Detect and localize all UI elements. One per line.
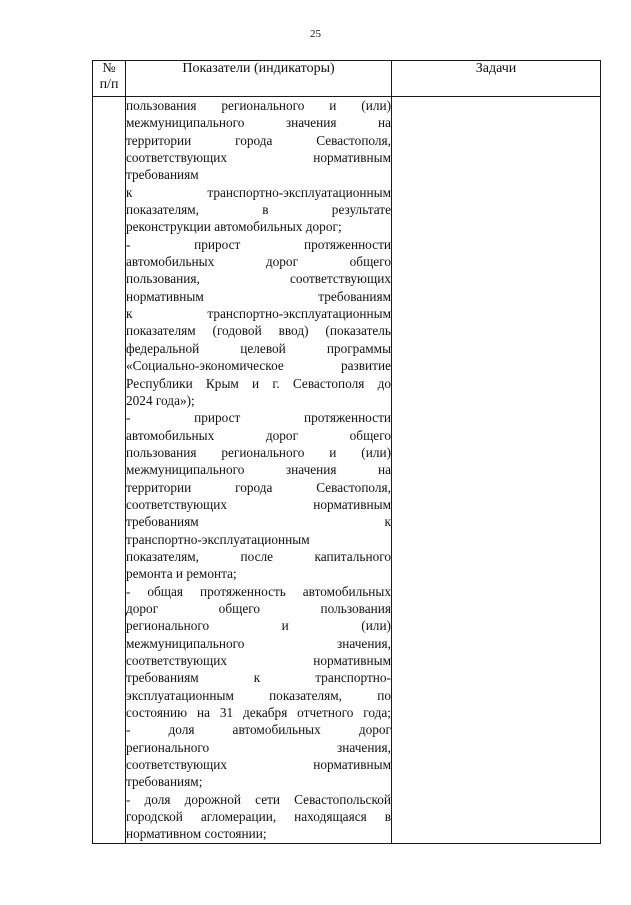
- column-header-indicators: Показатели (индикаторы): [126, 61, 392, 97]
- indicator-text-line: территории города Севастополя,: [126, 479, 391, 495]
- indicators-table: [92, 60, 601, 844]
- indicator-text-line: пользования регионального и (или): [126, 444, 391, 460]
- indicator-text-line: межмуниципального значения,: [126, 635, 391, 651]
- indicator-text-line: транспортно-эксплуатационным: [126, 531, 310, 547]
- indicator-text-line: к транспортно-эксплуатационным: [126, 306, 391, 322]
- indicator-text-line: показателям, в результате: [126, 202, 391, 218]
- indicators-text: [126, 97, 391, 843]
- indicator-text-line: - доля автомобильных дорог: [126, 722, 391, 738]
- indicator-text-line: - доля дорожной сети Севастопольской: [126, 791, 391, 807]
- indicator-text-line: эксплуатационным показателям, по: [126, 687, 391, 703]
- indicator-text-line: - общая протяженность автомобильных: [126, 583, 391, 599]
- indicators-cell: [126, 97, 392, 844]
- indicator-text-line: регионального значения,: [126, 739, 391, 755]
- indicator-text-line: пользования регионального и (или): [126, 98, 391, 113]
- indicator-text-line: регионального и (или): [126, 618, 391, 634]
- indicator-text-line: соответствующих нормативным: [126, 757, 391, 773]
- column-header-tasks: Задачи: [392, 61, 601, 97]
- indicator-text-line: нормативном состоянии;: [126, 826, 267, 842]
- indicator-text-line: ремонта и ремонта;: [126, 566, 237, 582]
- indicator-text-line: соответствующих нормативным: [126, 653, 391, 668]
- indicator-text-line: состоянию на 31 декабря отчетного года;: [126, 705, 391, 721]
- indicator-text-line: требованиям: [126, 167, 199, 183]
- indicator-text-line: «Социально-экономическое развитие: [126, 358, 391, 374]
- indicator-text-line: межмуниципального значения на: [126, 462, 391, 478]
- indicator-text-line: межмуниципального значения на: [126, 115, 391, 131]
- indicator-text-line: автомобильных дорог общего: [126, 254, 391, 270]
- indicator-text-line: городской агломерации, находящаяся в: [126, 809, 391, 825]
- column-header-number-line2: п/п: [99, 77, 119, 92]
- indicator-text-line: показателям, после капитального: [126, 548, 391, 564]
- column-header-number: [93, 61, 126, 97]
- indicator-text-line: дорог общего пользования: [126, 600, 391, 616]
- indicator-text-line: автомобильных дорог общего: [126, 427, 391, 443]
- indicator-text-line: - прирост протяженности: [126, 410, 391, 426]
- indicator-text-line: требованиям;: [126, 774, 203, 790]
- page-number: 25: [310, 28, 321, 40]
- row-number-cell: [93, 97, 126, 844]
- indicator-text-line: требованиям к транспортно-: [126, 670, 391, 686]
- indicator-text-line: к транспортно-эксплуатационным: [126, 184, 391, 200]
- indicator-text-line: Республики Крым и г. Севастополя до: [126, 375, 391, 391]
- column-header-number-line1: №: [102, 61, 116, 76]
- indicator-text-line: показателям (годовой ввод) (показатель: [126, 323, 391, 339]
- indicator-text-line: нормативным требованиям: [126, 288, 391, 304]
- indicator-text-line: требованиям к: [126, 514, 391, 530]
- table-row: [93, 97, 601, 844]
- indicator-text-line: территории города Севастополя,: [126, 132, 391, 148]
- indicator-text-line: реконструкции автомобильных дорог;: [126, 219, 342, 235]
- tasks-cell: [392, 97, 601, 844]
- indicator-text-line: - прирост протяженности: [126, 236, 391, 252]
- indicator-text-line: 2024 года»);: [126, 392, 195, 408]
- indicator-text-line: соответствующих нормативным: [126, 496, 391, 512]
- indicator-text-line: федеральной целевой программы: [126, 340, 391, 356]
- table-header-row: [93, 61, 601, 97]
- indicator-text-line: пользования, соответствующих: [126, 271, 391, 287]
- indicator-text-line: соответствующих нормативным: [126, 150, 391, 166]
